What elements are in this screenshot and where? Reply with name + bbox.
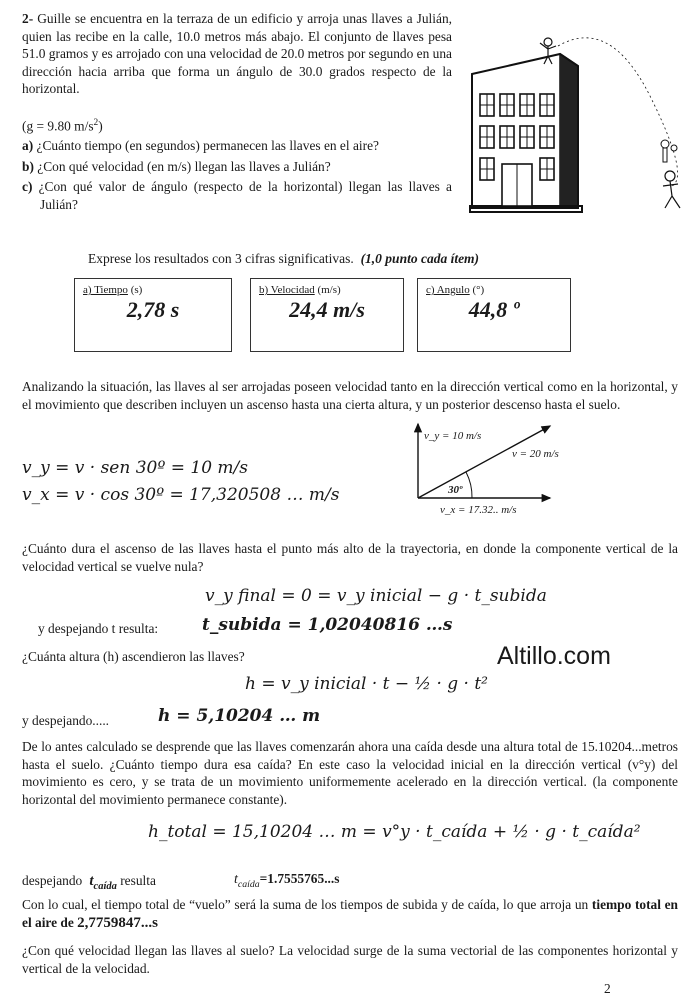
problem-text: Guille se encuentra en la terraza de un edificio y arroja unas llaves a Julián, quien las recibe en la calle, 10.0 metros más abajo. El conjunto de llaves pesa 51.0 gramos y es arrojado con una velocidad de 20.0 metros por segundo en una dirección hacia arriba que forma un ángulo de 30.0 grados respecto de la horizontal. bbox=[22, 11, 452, 96]
angle-arc bbox=[466, 472, 472, 498]
page-number: 2 bbox=[604, 981, 611, 996]
despejando-h-label: y despejando..... bbox=[22, 713, 110, 728]
problem-statement bbox=[22, 10, 452, 98]
equation-vy: v_y = v · sen 30º = 10 m/s bbox=[22, 458, 248, 478]
h-value: h = 5,10204 … m bbox=[158, 706, 321, 726]
equation-h-total: h_total = 15,10204 … m = v°y · t_caída + ½ · g · t_caída² bbox=[148, 822, 641, 842]
despejando-caida-line: despejando $t_{caída}$ resulta bbox=[22, 873, 156, 892]
question-a: a) ¿Cuánto tiempo (en segundos) permanecen las llaves en el aire? bbox=[22, 138, 379, 153]
answer-box-angle: c) Angulo (°) 44,8 º bbox=[417, 278, 571, 352]
keys-icon bbox=[661, 140, 677, 162]
question-c: c) ¿Con qué valor de ángulo (respecto de la horizontal) llegan las llaves a Julián? bbox=[22, 179, 452, 212]
diagram-vy-label: v_y = 10 m/s bbox=[424, 430, 482, 442]
answer-velocity-value: 24,4 m/s bbox=[289, 297, 365, 322]
equation-vy-final: v_y final = 0 = v_y inicial − g · t_subida bbox=[205, 586, 547, 606]
answer-angle-value: 44,8 º bbox=[468, 297, 520, 322]
t-caida-value: $t_{caída}=1.7555765...s$ bbox=[234, 871, 340, 890]
answer-box-time: a) Tiempo (s) 2,78 s bbox=[74, 278, 232, 352]
diagram-angle-label: 30º bbox=[448, 484, 463, 496]
instructions: Exprese los resultados con 3 cifras significativas. (1,0 punto cada ítem) bbox=[88, 251, 480, 266]
final-velocity-question: ¿Con qué velocidad llegan las llaves al suelo? La velocidad surge de la suma vectorial de las componentes horizontal y vertical de la velocidad. bbox=[22, 943, 678, 976]
analysis-paragraph: Analizando la situación, las llaves al ser arrojadas poseen velocidad tanto en la dirección vertical como en la horizontal, y el movimiento que describen incluyen un ascenso hasta una cierta altura, y un posterior descenso hasta el suelo. bbox=[22, 379, 678, 412]
answer-box-velocity: b) Velocidad (m/s) 24,4 m/s bbox=[250, 278, 404, 352]
problem-number: 2- bbox=[22, 11, 34, 26]
answer-time-value: 2,78 s bbox=[126, 297, 180, 322]
equation-h: h = v_y inicial · t − ½ · g · t² bbox=[245, 674, 488, 694]
gravity-note: (g = 9.80 $m/s^2$) bbox=[22, 118, 103, 134]
question-b: b) ¿Con qué velocidad (en m/s) llegan las llaves a Julián? bbox=[22, 158, 331, 174]
equation-vx: v_x = v · cos 30º = 17,320508 … m/s bbox=[22, 485, 340, 505]
height-question: ¿Cuánta altura (h) ascendieron las llaves? bbox=[22, 649, 245, 664]
altillo-watermark: Altillo.com bbox=[497, 642, 611, 670]
despejando-t-label: y despejando t resulta: bbox=[38, 621, 159, 636]
t-subida-value: t_subida = 1,02040816 …s bbox=[202, 615, 453, 635]
building-illustration bbox=[460, 36, 688, 218]
diagram-vx-label: v_x = 17.32.. m/s bbox=[440, 504, 517, 516]
ascent-question: ¿Cuánto dura el ascenso de las llaves hasta el punto más alto de la trayectoria, en donde la componente vertical de la velocidad vertical se vuelve nula? bbox=[22, 541, 678, 574]
fall-paragraph: De lo antes calculado se desprende que las llaves comenzarán ahora una caída desde una altura total de 15.10204...metros hasta el suelo. ¿Cuánto tiempo dura esa caída? En este caso la velocidad inicial en la dirección vertical (v°y) del movimiento es cero, y se trata de un movimiento uniformemente acelerado en la dirección vertical. (la componente horizontal del movimiento permanece constante). bbox=[22, 739, 678, 807]
total-time-paragraph: Con lo cual, el tiempo total de “vuelo” será la suma de los tiempos de subida y de caída, lo que arroja un tiempo total en el aire de 2,7759847...s bbox=[22, 897, 678, 931]
question-list bbox=[22, 137, 452, 213]
diagram-v-label: v = 20 m/s bbox=[512, 448, 559, 460]
